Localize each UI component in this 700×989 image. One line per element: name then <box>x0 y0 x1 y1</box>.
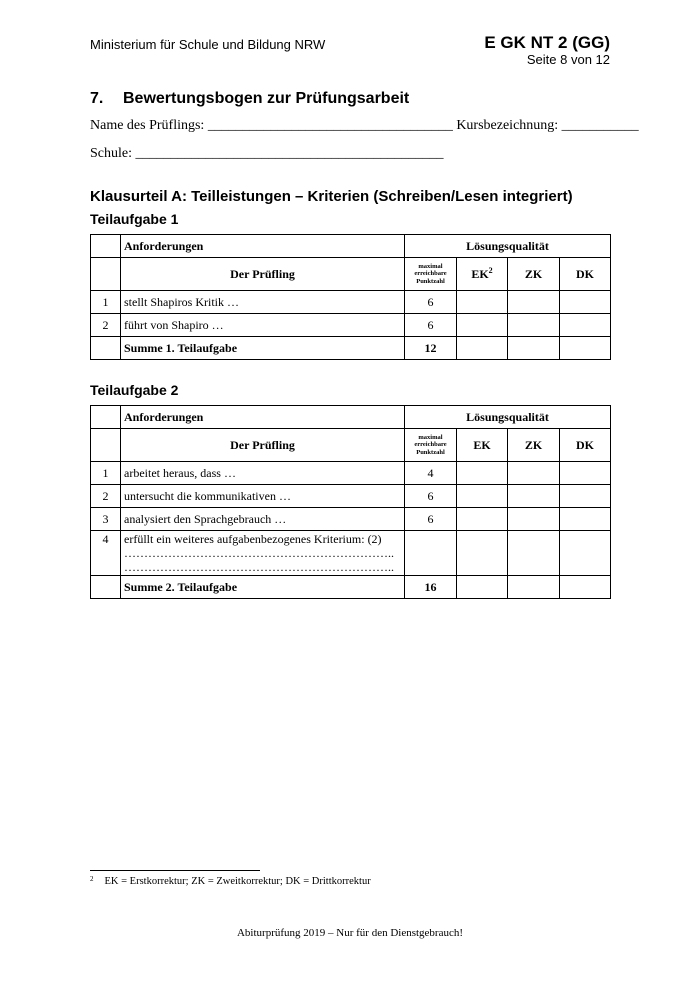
extra-criterion[interactable] <box>121 531 405 576</box>
ek-cell[interactable] <box>457 291 508 314</box>
dk-cell[interactable] <box>560 337 611 360</box>
row-criterion: führt von Shapiro … <box>121 314 405 337</box>
pruefling-header: Der Prüfling <box>121 429 405 462</box>
zk-cell[interactable] <box>508 508 560 531</box>
quality-header: Lösungsqualität <box>405 406 611 429</box>
extra-criterion-label: erfüllt ein weiteres aufgabenbezogenes Kriterium: (2) <box>124 532 382 546</box>
table-row <box>91 337 611 360</box>
ek-cell[interactable] <box>457 485 508 508</box>
row-max-points: 6 <box>405 485 457 508</box>
footnote <box>90 876 371 887</box>
name-course-line[interactable]: Name des Prüflings: ___________________________________ Kursbezeichnung: ___________ <box>90 118 639 133</box>
row-number: 2 <box>91 485 121 508</box>
table-row <box>91 235 611 258</box>
sum-label: Summe 1. Teilaufgabe <box>121 337 405 360</box>
task1-title: Teilaufgabe 1 <box>90 211 179 227</box>
task2-title: Teilaufgabe 2 <box>90 382 179 398</box>
zk-cell[interactable] <box>508 531 560 576</box>
sum-label: Summe 2. Teilaufgabe <box>121 576 405 599</box>
max-points-header: maximal erreichbare Punktzahl <box>405 429 457 462</box>
max-points-header: maximal erreichbare Punktzahl <box>405 258 457 291</box>
table-row <box>91 291 611 314</box>
ek-cell[interactable] <box>457 508 508 531</box>
footnote-ref: 2 <box>488 266 493 275</box>
zk-header: ZK <box>508 258 560 291</box>
row-max-points: 6 <box>405 314 457 337</box>
extra-criterion-dotline[interactable]: ………………………………………………………….. <box>124 560 394 574</box>
row-max-points: 4 <box>405 462 457 485</box>
dk-cell[interactable] <box>560 314 611 337</box>
section-number: 7. <box>90 90 104 107</box>
row-max-points <box>405 531 457 576</box>
page-number: Seite 8 von 12 <box>526 52 610 67</box>
task2-table <box>90 405 611 599</box>
row-criterion: stellt Shapiros Kritik … <box>121 291 405 314</box>
extra-criterion-dotline[interactable]: ………………………………………………………….. <box>124 546 394 560</box>
dk-cell[interactable] <box>560 576 611 599</box>
table-row <box>91 429 611 462</box>
sum-points: 12 <box>405 337 457 360</box>
ek-cell[interactable] <box>457 337 508 360</box>
row-number: 3 <box>91 508 121 531</box>
row-criterion: analysiert den Sprachgebrauch … <box>121 508 405 531</box>
dk-cell[interactable] <box>560 291 611 314</box>
ek-cell[interactable] <box>457 576 508 599</box>
table-row <box>91 576 611 599</box>
task1-table <box>90 234 611 360</box>
dk-header: DK <box>560 258 611 291</box>
ministry-name: Ministerium für Schule und Bildung NRW <box>90 37 326 52</box>
page-footer: Abiturprüfung 2019 – Nur für den Dienstgebrauch! <box>236 927 464 939</box>
table-row <box>91 485 611 508</box>
zk-header: ZK <box>508 429 560 462</box>
ek-cell[interactable] <box>457 531 508 576</box>
row-number: 4 <box>91 531 121 576</box>
zk-cell[interactable] <box>508 576 560 599</box>
section-title <box>90 90 409 108</box>
table-row <box>91 508 611 531</box>
requirements-header: Anforderungen <box>121 406 405 429</box>
dk-cell[interactable] <box>560 485 611 508</box>
ek-cell[interactable] <box>457 314 508 337</box>
row-max-points: 6 <box>405 291 457 314</box>
dk-cell[interactable] <box>560 508 611 531</box>
exam-code: E GK NT 2 (GG) <box>484 33 610 52</box>
footnote-mark: 2 <box>90 875 94 883</box>
table-row <box>91 258 611 291</box>
table-row <box>91 531 611 576</box>
dk-cell[interactable] <box>560 531 611 576</box>
zk-cell[interactable] <box>508 485 560 508</box>
row-criterion: untersucht die kommunikativen … <box>121 485 405 508</box>
part-title: Klausurteil A: Teilleistungen – Kriterien (Schreiben/Lesen integriert) <box>90 188 573 205</box>
table-row <box>91 314 611 337</box>
table-row <box>91 462 611 485</box>
requirements-header: Anforderungen <box>121 235 405 258</box>
ek-header: $EK^2$ <box>457 258 508 291</box>
footnote-rule <box>90 870 260 871</box>
row-max-points: 6 <box>405 508 457 531</box>
school-line[interactable]: Schule: ____________________________________________ <box>90 146 444 161</box>
zk-cell[interactable] <box>508 291 560 314</box>
footnote-text: EK = Erstkorrektur; ZK = Zweitkorrektur; DK = Drittkorrektur <box>104 876 371 887</box>
zk-cell[interactable] <box>508 337 560 360</box>
row-number: 1 <box>91 291 121 314</box>
row-number: 2 <box>91 314 121 337</box>
dk-cell[interactable] <box>560 462 611 485</box>
table-row <box>91 406 611 429</box>
quality-header: Lösungsqualität <box>405 235 611 258</box>
dk-header: DK <box>560 429 611 462</box>
zk-cell[interactable] <box>508 462 560 485</box>
pruefling-header: Der Prüfling <box>121 258 405 291</box>
section-title-text: Bewertungsbogen zur Prüfungsarbeit <box>123 90 410 107</box>
row-number: 1 <box>91 462 121 485</box>
row-criterion: arbeitet heraus, dass … <box>121 462 405 485</box>
sum-points: 16 <box>405 576 457 599</box>
ek-cell[interactable] <box>457 462 508 485</box>
ek-header: EK <box>457 429 508 462</box>
zk-cell[interactable] <box>508 314 560 337</box>
